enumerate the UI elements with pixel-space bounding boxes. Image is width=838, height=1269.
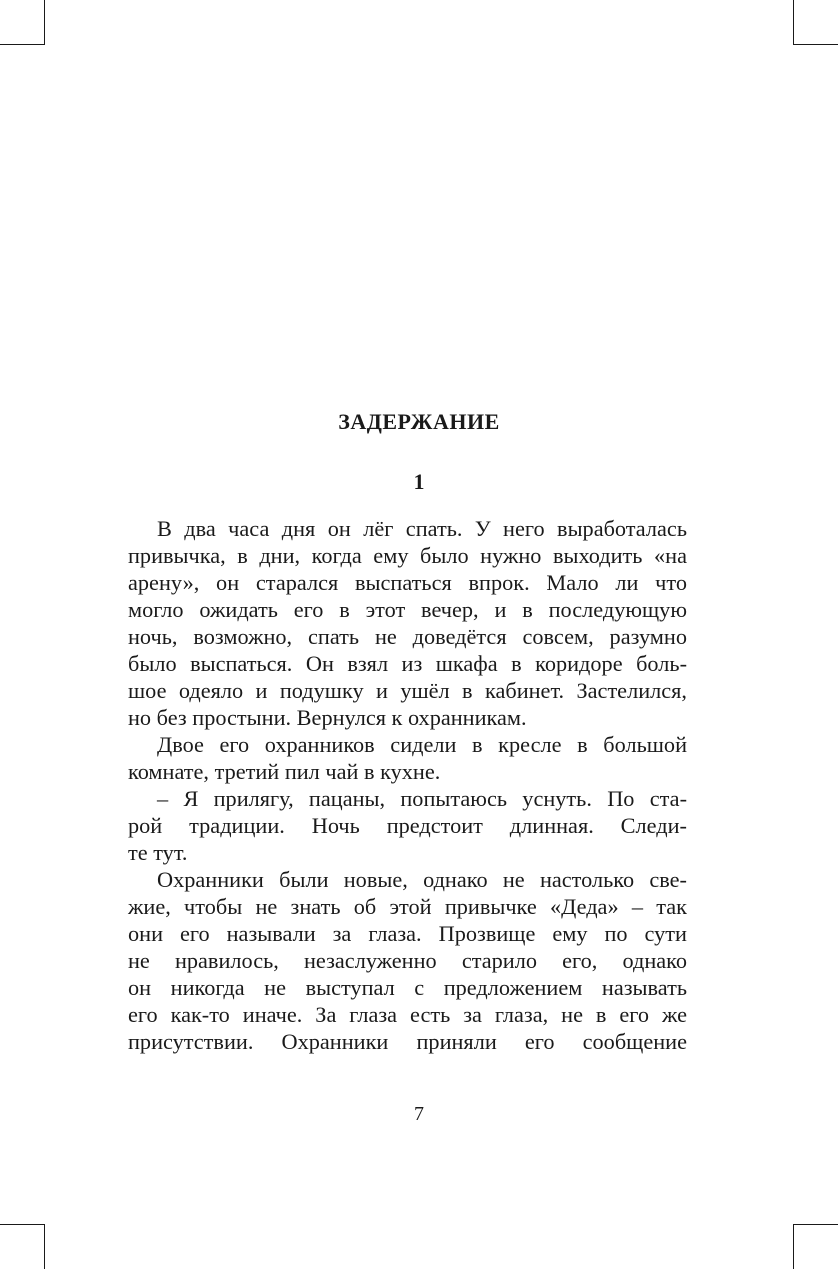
text-line: присутствии. Охранники приняли его сообщение [128,1029,687,1054]
crop-mark-bottom-right-horizontal [793,1224,838,1225]
text-line: В два часа дня он лёг спать. У него выработалась [157,516,687,541]
text-line: Охранники были новые, однако не настолько све- [157,867,687,892]
text-line: жие, чтобы не знать об этой привычке «Деда» – так [128,894,687,919]
crop-mark-top-right-horizontal [793,44,838,45]
text-line: привычка, в дни, когда ему было нужно выходить «на [128,543,687,568]
text-line: шое одеяло и подушку и ушёл в кабинет. Застелился, [128,678,687,703]
text-line: рой традиции. Ночь предстоит длинная. Следи- [128,813,687,838]
crop-mark-top-left-vertical [44,0,45,45]
body-text [128,515,687,1055]
crop-mark-bottom-left-horizontal [0,1224,45,1225]
text-line: было выспаться. Он взял из шкафа в коридоре боль- [128,651,687,676]
text-line: не нравилось, незаслуженно старило его, однако [128,948,687,973]
crop-mark-top-left-horizontal [0,44,45,45]
crop-mark-bottom-right-vertical [793,1224,794,1269]
text-line: – Я прилягу, пацаны, попытаюсь уснуть. По ста- [157,786,687,811]
chapter-title: ЗАДЕРЖАНИЕ [338,409,500,434]
text-line: он никогда не выступал с предложением называть [128,975,687,1000]
text-line: они его называли за глаза. Прозвище ему по сути [128,921,687,946]
text-line: его как-то иначе. За глаза есть за глаза, не в его же [128,1002,687,1027]
text-line: Двое его охранников сидели в кресле в большой [157,732,687,757]
page-number: 7 [414,1103,424,1125]
text-line: но без простыни. Вернулся к охранникам. [128,705,527,730]
text-line: могло ожидать его в этот вечер, и в последующую [128,597,687,622]
crop-mark-top-right-vertical [793,0,794,45]
crop-mark-bottom-left-vertical [44,1224,45,1269]
text-line: комнате, третий пил чай в кухне. [128,759,441,784]
text-line: те тут. [128,840,188,865]
text-line: ночь, возможно, спать не доведётся совсем, разумно [128,624,687,649]
section-number: 1 [413,469,425,494]
text-line: арену», он старался выспаться впрок. Мало ли что [128,570,687,595]
